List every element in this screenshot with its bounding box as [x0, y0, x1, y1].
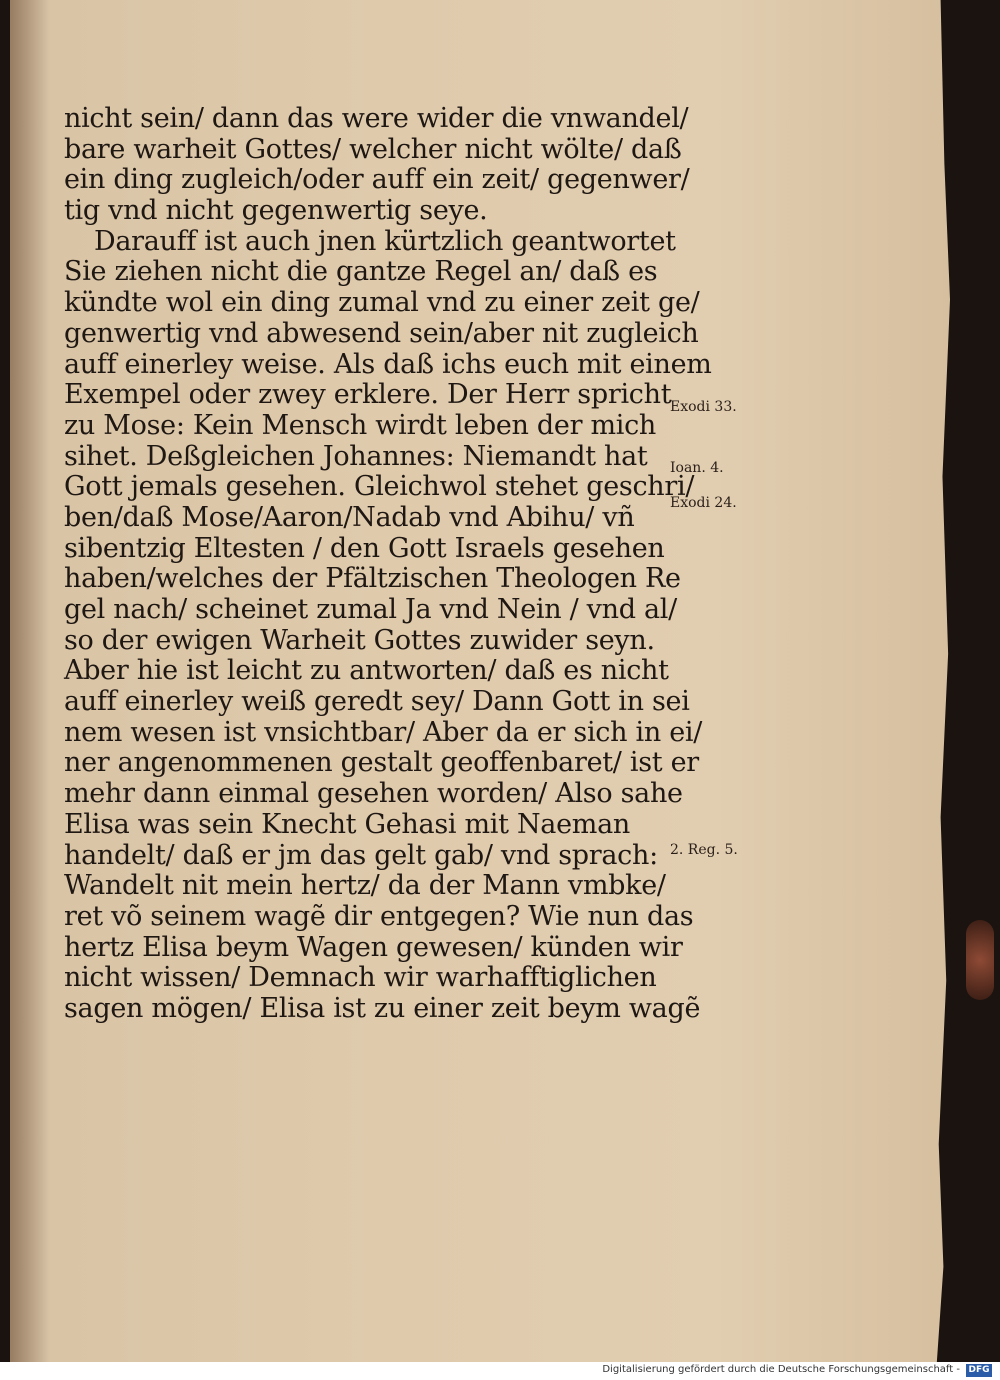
text-line: handelt/ daß er jm das gelt gab/ vnd sprach:	[64, 839, 658, 871]
footer-credit: Digitalisierung gefördert durch die Deutsche Forschungsgemeinschaft -	[602, 1364, 960, 1375]
text-line: sihet. Deßgleichen Johannes: Niemandt hat	[64, 440, 648, 472]
text-line: Sie ziehen nicht die gantze Regel an/ daß es	[64, 256, 658, 288]
text-line: tig vnd nicht gegenwertig seye.	[64, 195, 488, 227]
text-line: genwertig vnd abwesend sein/aber nit zugleich	[64, 317, 699, 349]
text-line: nicht sein/ dann das were wider die vnwandel/	[64, 103, 689, 134]
margin-note: Exodi 24.	[670, 495, 737, 511]
text-line: Darauff ist auch jnen kürtzlich geantwortet	[94, 225, 676, 257]
text-line: auff einerley weise. Als daß ichs euch mit einem	[64, 348, 712, 380]
footer-bar	[0, 1362, 1000, 1380]
text-line: zu Mose: Kein Mensch wirdt leben der mich	[64, 409, 657, 441]
text-line: ret võ seinem wagẽ dir entgegen? Wie nun das	[64, 900, 694, 932]
text-line: Wandelt nit mein hertz/ da der Mann vmbke/	[64, 870, 666, 902]
margin-note: Exodi 33.	[670, 399, 737, 415]
text-line: Gott jemals gesehen. Gleichwol stehet geschri/	[64, 471, 695, 503]
text-line: gel nach/ scheinet zumal Ja vnd Nein / vnd al/	[64, 594, 677, 625]
text-line: hertz Elisa beym Wagen gewesen/ künden wir	[64, 931, 683, 963]
text-line: Elisa was sein Knecht Gehasi mit Naeman	[64, 808, 630, 840]
text-line: bare warheit Gottes/ welcher nicht wölte/ daß	[64, 133, 682, 165]
margin-note: 2. Reg. 5.	[670, 842, 738, 858]
text-line: haben/welches der Pfältzischen Theologen Re	[64, 563, 681, 595]
text-line: sagen mögen/ Elisa ist zu einer zeit beym wagẽ	[64, 992, 701, 1024]
margin-note: Ioan. 4.	[670, 460, 724, 476]
text-line: auff einerley weiß geredt sey/ Dann Gott in sei	[64, 686, 690, 718]
page-edge-mark	[966, 920, 994, 1000]
binding-shadow	[10, 0, 50, 1362]
text-line: ner angenommenen gestalt geoffenbaret/ ist er	[64, 747, 699, 779]
text-line: Exempel oder zwey erklere. Der Herr spricht	[64, 379, 672, 411]
text-line: nem wesen ist vnsichtbar/ Aber da er sich in ei/	[64, 716, 703, 748]
text-line: ein ding zugleich/oder auff ein zeit/ gegenwer/	[64, 164, 690, 196]
text-line: Aber hie ist leicht zu antworten/ daß es nicht	[64, 655, 669, 687]
text-line: sibentzig Eltesten / den Gott Israels gesehen	[64, 532, 665, 564]
text-line: mehr dann einmal gesehen worden/ Also sahe	[64, 778, 683, 810]
text-line: ben/daß Mose/Aaron/Nadab vnd Abihu/ vñ	[64, 501, 635, 533]
text-line: kündte wol ein ding zumal vnd zu einer zeit ge/	[64, 287, 700, 319]
text-line: so der ewigen Warheit Gottes zuwider seyn.	[64, 624, 655, 656]
text-line: nicht wissen/ Demnach wir warhafftiglichen	[64, 962, 657, 994]
dfg-logo-icon: DFG	[966, 1364, 992, 1377]
